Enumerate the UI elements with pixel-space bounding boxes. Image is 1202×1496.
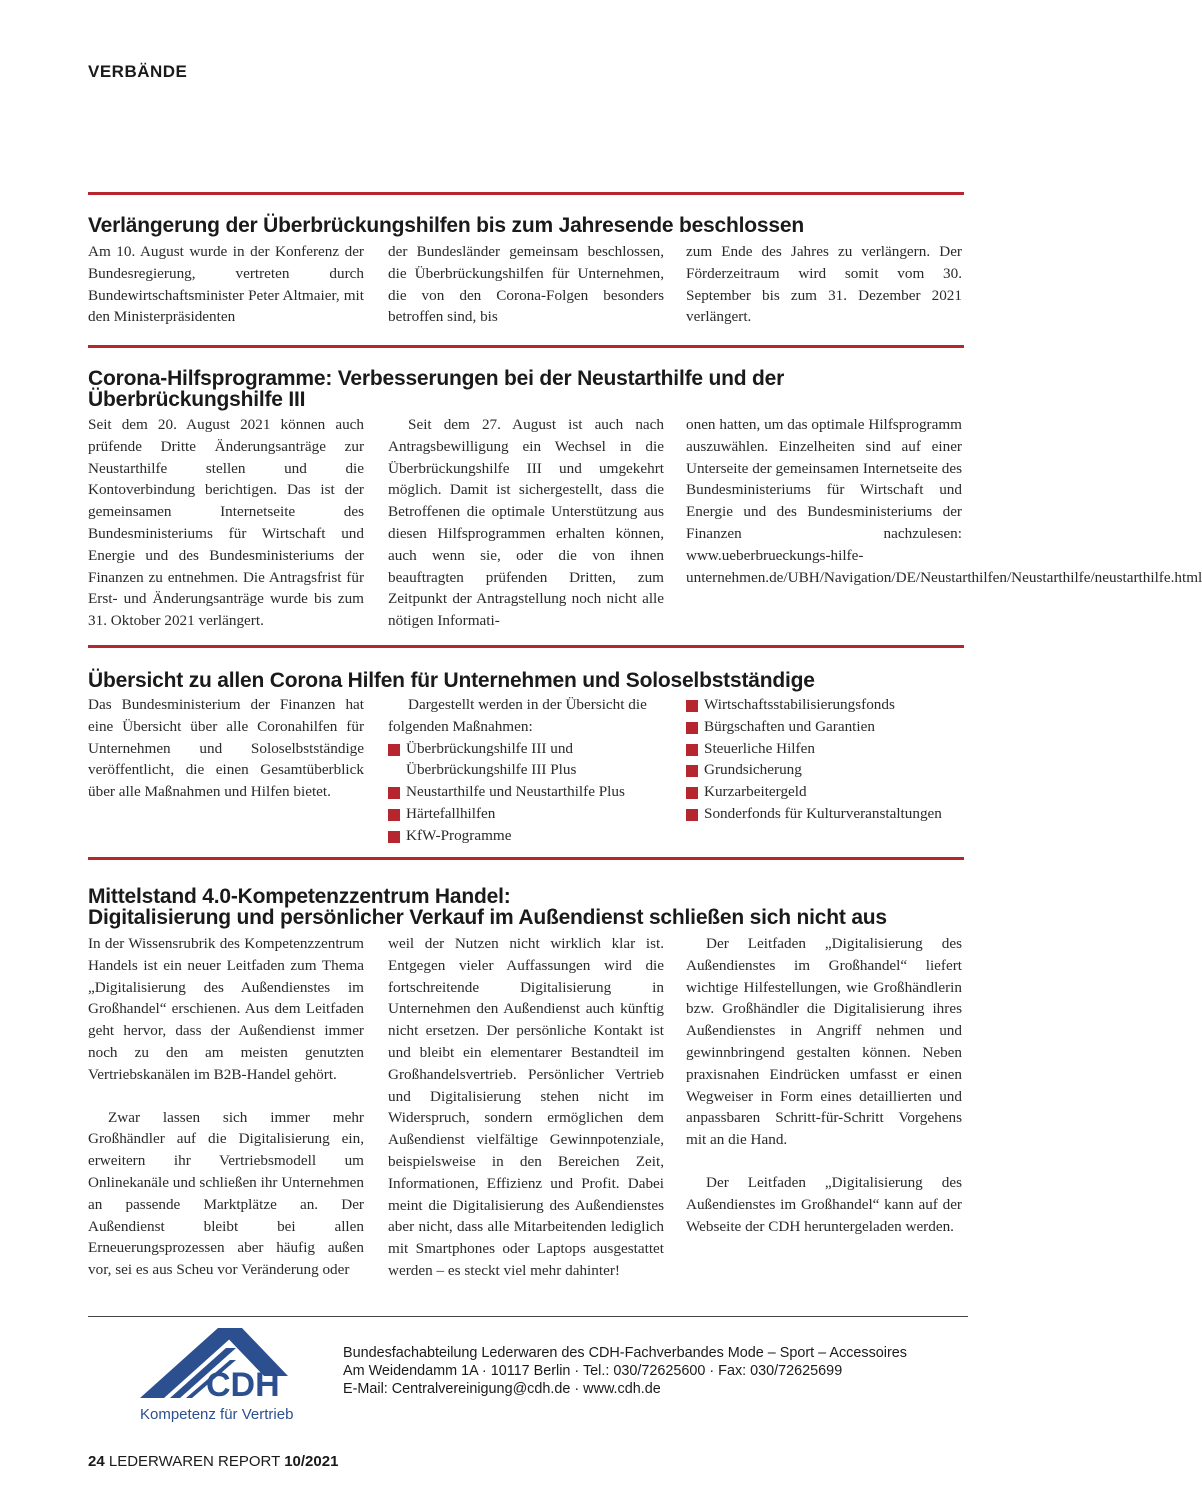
paragraph: zum Ende des Jahres zu verlängern. Der Förderzeitraum wird somit vom 30. September bis zum 31. Dezember 2021 verlängert.	[686, 243, 962, 326]
list-item: Sonderfonds für Kulturveranstaltungen	[686, 803, 962, 825]
article-column	[388, 241, 664, 328]
headline-line: Überbrückungshilfe III	[88, 388, 306, 411]
article-column	[686, 414, 1202, 588]
contact-email: E-Mail: Centralvereinigung@cdh.de · www.cdh.de	[343, 1381, 661, 1397]
section-rule	[88, 345, 964, 348]
article-headline: Übersicht zu allen Corona Hilfen für Unternehmen und Soloselbstständige	[88, 669, 815, 692]
paragraph: Zwar lassen sich immer mehr Großhändler auf die Digitalisierung ein, erweitern ihr Vertriebsmodell um Onlinekanäle und schließen ihr Unternehmen an passende Marktplätze an. Der Außendienst bleibt bei allen Erneuerungsprozessen aber häufig außen vor, sei es aus Scheu vor Veränderung oder	[88, 1108, 364, 1279]
measures-list	[388, 738, 664, 847]
list-item: Härtefallhilfen	[388, 803, 664, 825]
article-headline: Verlängerung der Überbrückungshilfen bis zum Jahresende beschlossen	[88, 214, 804, 237]
list-item: Kurzarbeitergeld	[686, 781, 962, 803]
paragraph: Der Leitfaden „Digitalisierung des Außendienstes im Großhandel“ kann auf der Webseite der CDH heruntergeladen werden.	[686, 1173, 962, 1235]
article-column	[88, 694, 364, 803]
paragraph: In der Wissensrubrik des Kompetenzzentrum Handels ist ein neuer Leitfaden zum Thema „Digitalisierung des Außendienstes im Großhandel“ erschienen. Aus dem Leitfaden geht hervor, dass der Außendienst immer noch zu den am meisten genutzten Vertriebskanälen im B2B-Handel gehört.	[88, 935, 364, 1083]
issue-number: 10/2021	[284, 1453, 339, 1470]
section-rule	[88, 192, 964, 195]
article-column	[88, 414, 364, 632]
page-number: 24	[88, 1453, 105, 1470]
section-rule	[88, 645, 964, 648]
paragraph: weil der Nutzen nicht wirklich klar ist. Entgegen vieler Auffassungen wird die fortschreitende Digitalisierung in Unternehmen den Außendienst auch künftig nicht ersetzen. Der persönliche Kontakt ist und bleibt ein elementarer Bestandteil im Großhandelsvertrieb. Persönlicher Vertrieb und Digitalisierung stehen nicht im Widerspruch, sondern ermöglichen dem Außendienst vielfältige Gewinnpotenziale, beispielsweise in den Bereichen Zeit, Informationen, Effizienz und Profit. Dabei meint die Digitalisierung des Außendienstes aber nicht, dass alle Mitarbeitenden lediglich mit Smartphones oder Laptops ausgestattet werden – es steckt viel mehr dahinter!	[388, 935, 664, 1279]
article-column	[388, 933, 664, 1282]
headline-line: Digitalisierung und persönlicher Verkauf im Außendienst schließen sich nicht aus	[88, 906, 887, 929]
article-column	[686, 694, 962, 825]
list-item: Bürgschaften und Garantien	[686, 716, 962, 738]
paragraph: Der Leitfaden „Digitalisierung des Außendienstes im Großhandel“ liefert wichtige Hilfestellungen, wie Großhändlerin bzw. Großhändler die Digitalisierung ihres Außendienstes in Angriff nehmen und gewinnbringend gestalten können. Neben praxisnahen Eindrücken umfasst er einen Wegweiser in Form eines detaillierten und anpassbaren Schritt-für-Schritt Vorgehens mit an die Hand.	[686, 935, 962, 1149]
article-column	[388, 414, 664, 632]
paragraph: Am 10. August wurde in der Konferenz der Bundesregierung, vertreten durch Bundewirtschaftsminister Peter Altmaier, mit den Ministerpräsidenten	[88, 243, 364, 326]
article-column	[88, 933, 364, 1281]
article-column	[686, 933, 962, 1237]
contact-org: Bundesfachabteilung Lederwaren des CDH-Fachverbandes Mode – Sport – Accessoires	[343, 1345, 907, 1361]
paragraph: onen hatten, um das optimale Hilfsprogramm auszuwählen. Einzelheiten sind auf einer Unterseite der gemeinsamen Internetseite des Bundesministeriums für Wirtschaft und Energie und des Bundesministeriums der Finanzen nachzulesen: www.ueberbrueckungs-hilfe-unternehmen.de/UBH/Navigation/DE/Neustarthilfen/Neustarthilfe/neustarthilfe.html	[686, 416, 1202, 586]
list-item: Neustarthilfe und Neustarthilfe Plus	[388, 781, 664, 803]
measures-list	[686, 694, 962, 825]
publication-name: LEDERWAREN REPORT	[108, 1453, 281, 1470]
headline-line: Mittelstand 4.0-Kompetenzzentrum Handel:	[88, 885, 511, 908]
contact-address: Am Weidendamm 1A · 10117 Berlin · Tel.: 030/72625600 · Fax: 030/72625699	[343, 1363, 843, 1379]
list-intro: Dargestellt werden in der Übersicht die folgenden Maßnahmen:	[388, 696, 647, 735]
paragraph: Seit dem 20. August 2021 können auch prüfende Dritte Änderungsanträge zur Neustarthilfe stellen und die Kontoverbindung berichtigen. Das ist der gemeinsamen Internetseite des Bundesministeriums für Wirtschaft und Energie und des Bundesministeriums der Finanzen zu entnehmen. Die Antragsfrist für Erst- und Änderungsanträge wurde bis zum 31. Oktober 2021 verlängert.	[88, 416, 364, 630]
paragraph: Das Bundesministerium der Finanzen hat eine Übersicht über alle Coronahilfen für Unternehmen und Soloselbstständige veröffentlicht, die einen Gesamtüberblick über alle Maßnahmen und Hilfen bietet.	[88, 696, 364, 801]
article-headline	[88, 886, 968, 928]
section-label: VERBÄNDE	[88, 62, 188, 81]
headline-line: Corona-Hilfsprogramme: Verbesserungen bei der Neustarthilfe und der	[88, 367, 785, 390]
paragraph: der Bundesländer gemeinsam beschlossen, die Überbrückungshilfen für Unternehmen, die von den Corona-Folgen besonders betroffen sind, bis	[388, 243, 664, 326]
paragraph: Seit dem 27. August ist auch nach Antragsbewilligung ein Wechsel in die Überbrückungshilfe III und umgekehrt möglich. Damit ist sichergestellt, dass die Betroffenen die optimale Unterstützung aus diesen Hilfsprogrammen erhalten können, auch wenn sie, oder die von ihnen beauftragten prüfenden Dritten, zum Zeitpunkt der Antragstellung noch nicht alle nötigen Informati-	[388, 416, 664, 630]
article-headline	[88, 368, 968, 410]
section-rule	[88, 857, 964, 860]
cdh-logo-text: CDH	[206, 1366, 280, 1404]
list-item: Grundsicherung	[686, 759, 962, 781]
list-item: Steuerliche Hilfen	[686, 738, 962, 760]
article-column	[388, 694, 664, 847]
page-footer	[88, 1453, 338, 1470]
list-item: Überbrückungshilfe III und Überbrückungshilfe III Plus	[388, 738, 664, 782]
list-item: KfW-Programme	[388, 825, 664, 847]
footer-rule	[88, 1316, 968, 1317]
article-column	[88, 241, 364, 328]
article-column	[686, 241, 962, 328]
contact-block	[343, 1344, 973, 1398]
list-item: Wirtschaftsstabilisierungsfonds	[686, 694, 962, 716]
logo-tagline: Kompetenz für Vertrieb	[140, 1406, 294, 1423]
